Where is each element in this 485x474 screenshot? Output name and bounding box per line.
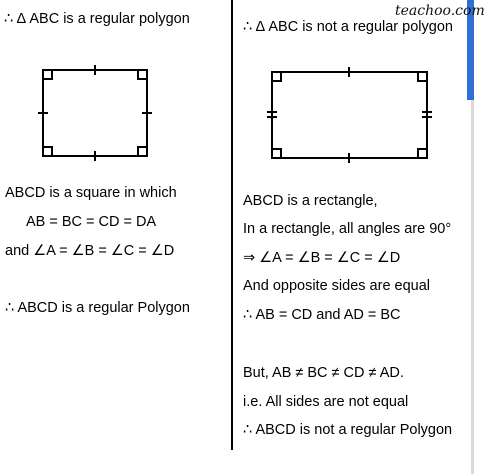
square-outline [43,70,147,156]
angle-marker-c [418,149,427,158]
angle-marker-c [138,147,147,156]
left-line4: ∴ ABCD is a regular Polygon [5,300,190,316]
left-triangle-conclusion: ∴ Δ ABC is a regular polygon [4,11,190,27]
left-line1: ABCD is a square in which [5,185,177,201]
angle-marker-b [418,72,427,81]
angle-marker-a [43,70,52,79]
angle-marker-d [272,149,281,158]
right-triangle-conclusion: ∴ Δ ABC is not a regular polygon [243,19,453,35]
rectangle-diagram [260,60,460,170]
left-line3: and ∠A = ∠B = ∠C = ∠D [5,243,175,259]
teachoo-logo: teachoo.com [395,3,485,19]
right-line6: But, AB ≠ BC ≠ CD ≠ AD. [243,365,404,381]
angle-marker-d [43,147,52,156]
right-line5: ∴ AB = CD and AD = BC [243,307,401,323]
scroll-track [471,100,474,474]
right-line7: i.e. All sides are not equal [243,394,409,410]
right-line4: And opposite sides are equal [243,278,431,294]
angle-marker-b [138,70,147,79]
left-line2: AB = BC = CD = DA [26,214,157,230]
right-line2: In a rectangle, all angles are 90° [243,221,452,237]
right-line1: ABCD is a rectangle, [243,193,378,209]
column-divider [231,0,233,450]
right-line3: ⇒ ∠A = ∠B = ∠C = ∠D [243,250,401,266]
right-line8: ∴ ABCD is not a regular Polygon [243,422,453,438]
square-diagram [0,55,200,175]
angle-marker-a [272,72,281,81]
rectangle-outline [272,72,427,158]
